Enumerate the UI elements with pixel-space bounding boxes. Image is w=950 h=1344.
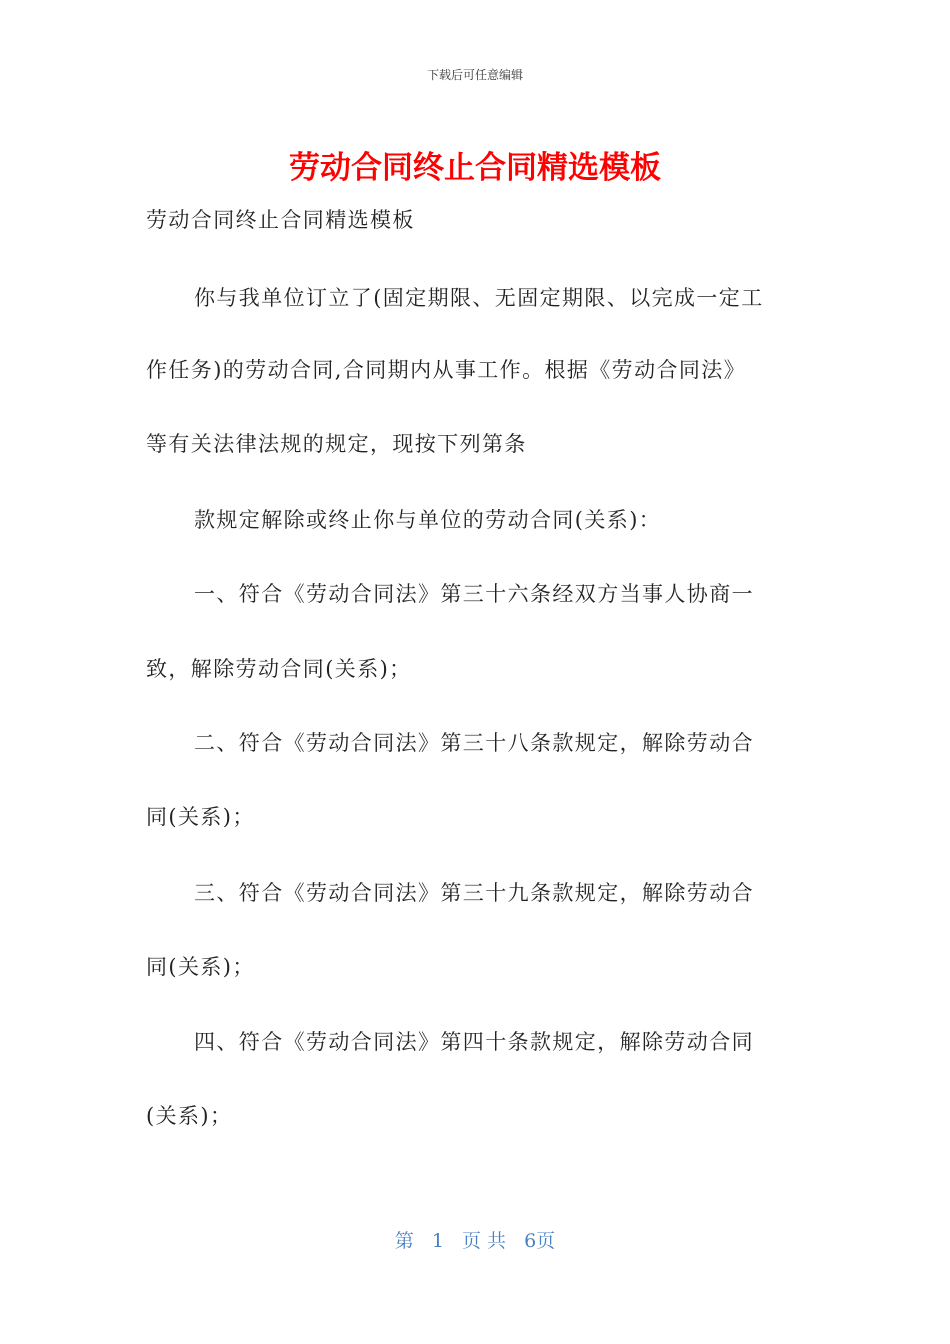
clause-line: 二、符合《劳动合同法》第三十八条款规定，解除劳动合	[194, 731, 754, 755]
clause-line: 三、符合《劳动合同法》第三十九条款规定，解除劳动合	[194, 881, 754, 905]
paragraph-line: 款规定解除或终止你与单位的劳动合同(关系)：	[194, 508, 662, 532]
clause-line: 致，解除劳动合同(关系)；	[146, 657, 412, 681]
clause-line: 四、符合《劳动合同法》第四十条款规定，解除劳动合同	[194, 1030, 754, 1054]
page-footer	[0, 1226, 950, 1253]
paragraph-line: 你与我单位订立了(固定期限、无固定期限、以完成一定工	[194, 286, 764, 310]
paragraph-line: 作任务)的劳动合同,合同期内从事工作。根据《劳动合同法》	[146, 358, 747, 382]
subtitle-line: 劳动合同终止合同精选模板	[146, 208, 415, 232]
footer-current-page: 1	[431, 1230, 444, 1252]
clause-line: 同(关系)；	[146, 805, 255, 829]
document-title: 劳动合同终止合同精选模板	[289, 150, 661, 186]
paragraph-line: 等有关法律法规的规定，现按下列第条	[146, 432, 527, 456]
header-note: 下载后可任意编辑	[426, 68, 523, 82]
clause-line: (关系)；	[146, 1104, 233, 1128]
footer-middle: 页 共	[462, 1230, 507, 1252]
footer-prefix: 第	[394, 1230, 414, 1252]
clause-line: 一、符合《劳动合同法》第三十六条经双方当事人协商一	[194, 582, 754, 606]
footer-total: 6页	[524, 1230, 556, 1252]
clause-line: 同(关系)；	[146, 955, 255, 979]
